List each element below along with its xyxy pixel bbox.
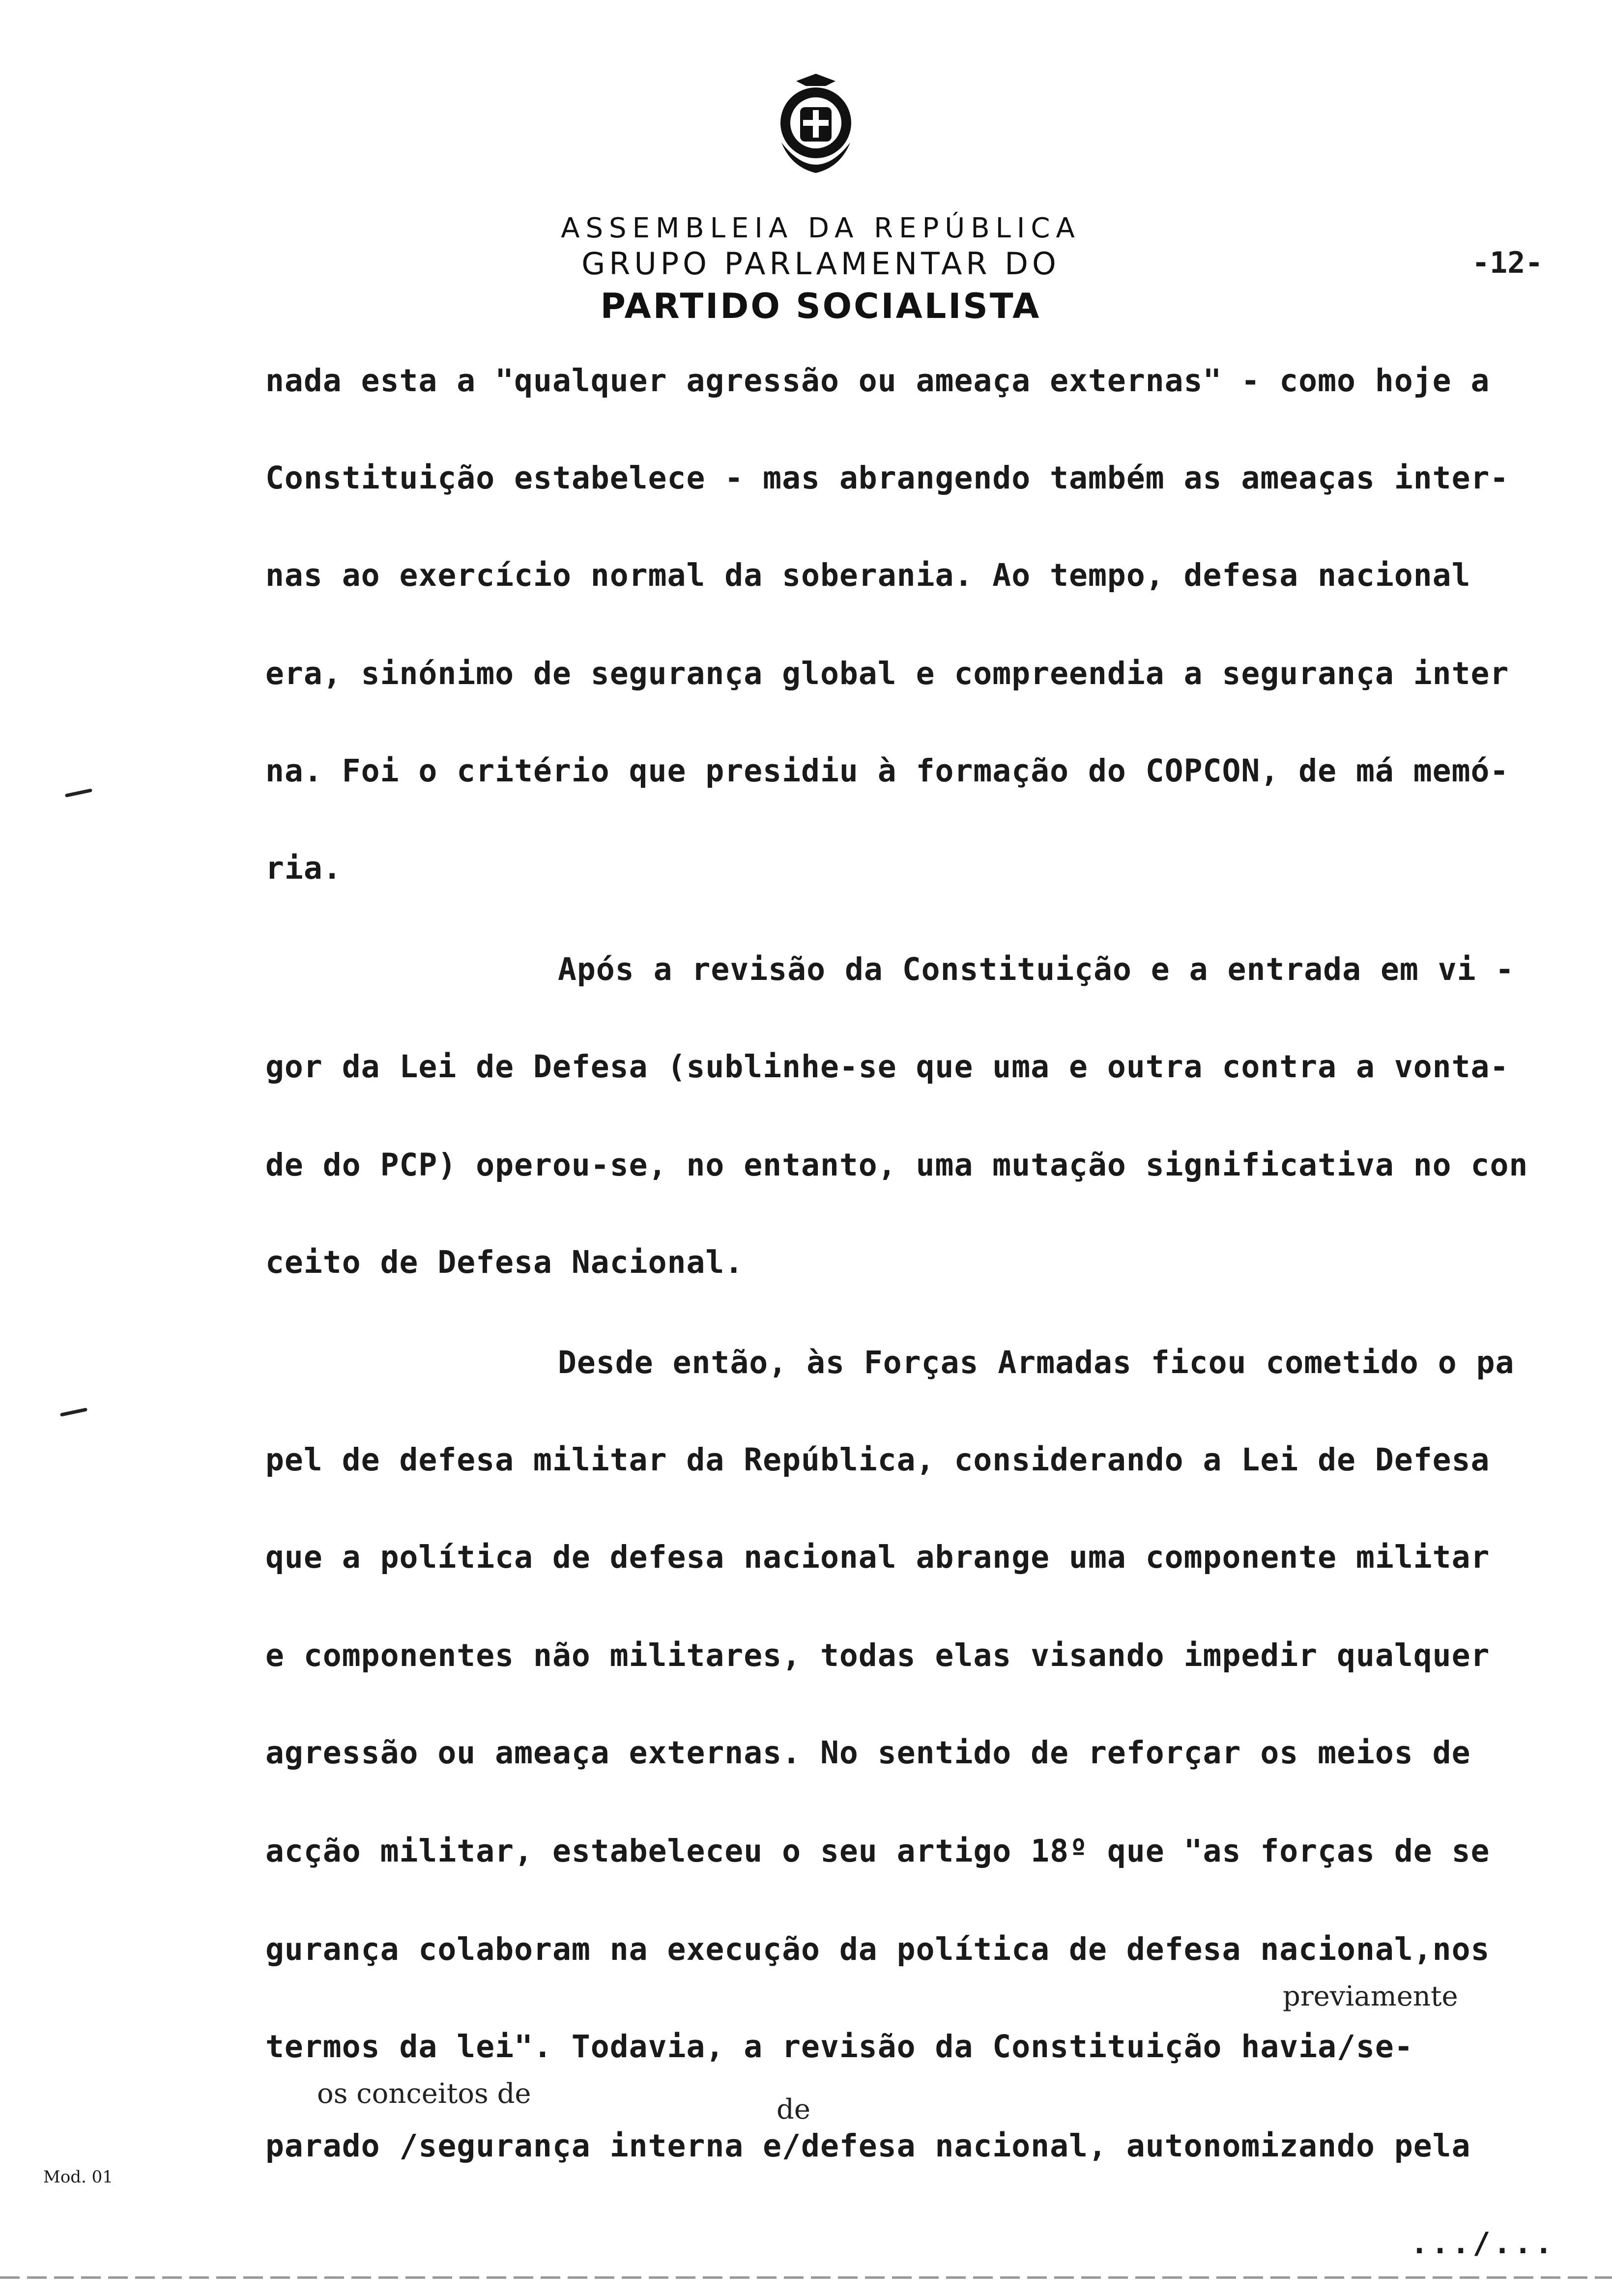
page-number: -12- [1472, 246, 1543, 280]
text-line: que a política de defesa nacional abrange uma componente militar [265, 1539, 1490, 1575]
text-line: Desde então, às Forças Armadas ficou cometido o pa [558, 1345, 1515, 1380]
form-label: Mod. 01 [43, 2167, 113, 2187]
text-line: ceito de Defesa Nacional. [265, 1244, 744, 1280]
text-line: pel de defesa militar da República, considerando a Lei de Defesa [265, 1442, 1490, 1478]
party-name: PARTIDO SOCIALISTA [600, 286, 1041, 326]
text-line: gor da Lei de Defesa (sublinhe-se que uma e outra contra a vonta- [265, 1049, 1509, 1085]
handwritten-os-conceitos-de: os conceitos de [317, 2078, 531, 2110]
text-line: era, sinónimo de segurança global e compreendia a segurança inter [265, 656, 1509, 691]
text-line: e componentes não militares, todas elas visando impedir qualquer [265, 1637, 1490, 1673]
assembly-name: ASSEMBLEIA DA REPÚBLICA [561, 212, 1081, 244]
text-line: gurança colaboram na execução da política de defesa nacional,nos [265, 1931, 1490, 1967]
continuation-marker: .../... [1410, 2226, 1555, 2261]
text-line: ria. [265, 850, 342, 886]
parliamentary-group: GRUPO PARLAMENTAR DO [581, 246, 1060, 282]
text-line: nas ao exercício normal da soberania. Ao tempo, defesa nacional [265, 557, 1471, 593]
margin-mark [65, 788, 92, 797]
page-bottom-edge [0, 2276, 1612, 2279]
text-line: parado /segurança interna e/defesa nacional, autonomizando pela [265, 2128, 1471, 2164]
text-line: acção militar, estabeleceu o seu artigo 18º que "as forças de se [265, 1833, 1490, 1869]
coat-of-arms-emblem [762, 69, 870, 182]
text-line: termos da lei". Todavia, a revisão da Constituição havia/se- [265, 2029, 1413, 2065]
text-line: de do PCP) operou-se, no entanto, uma mutação significativa no con [265, 1147, 1528, 1183]
handwritten-de: de [777, 2094, 810, 2125]
margin-mark [60, 1407, 87, 1416]
handwritten-previamente: previamente [1283, 1980, 1458, 2012]
text-line: Após a revisão da Constituição e a entrada em vi - [558, 951, 1515, 987]
text-line: Constituição estabelece - mas abrangendo também as ameaças inter- [265, 460, 1509, 496]
text-line: na. Foi o critério que presidiu à formação do COPCON, de má memó- [265, 753, 1509, 789]
text-line: agressão ou ameaça externas. No sentido de reforçar os meios de [265, 1735, 1471, 1771]
text-line: nada esta a "qualquer agressão ou ameaça externas" - como hoje a [265, 363, 1490, 399]
